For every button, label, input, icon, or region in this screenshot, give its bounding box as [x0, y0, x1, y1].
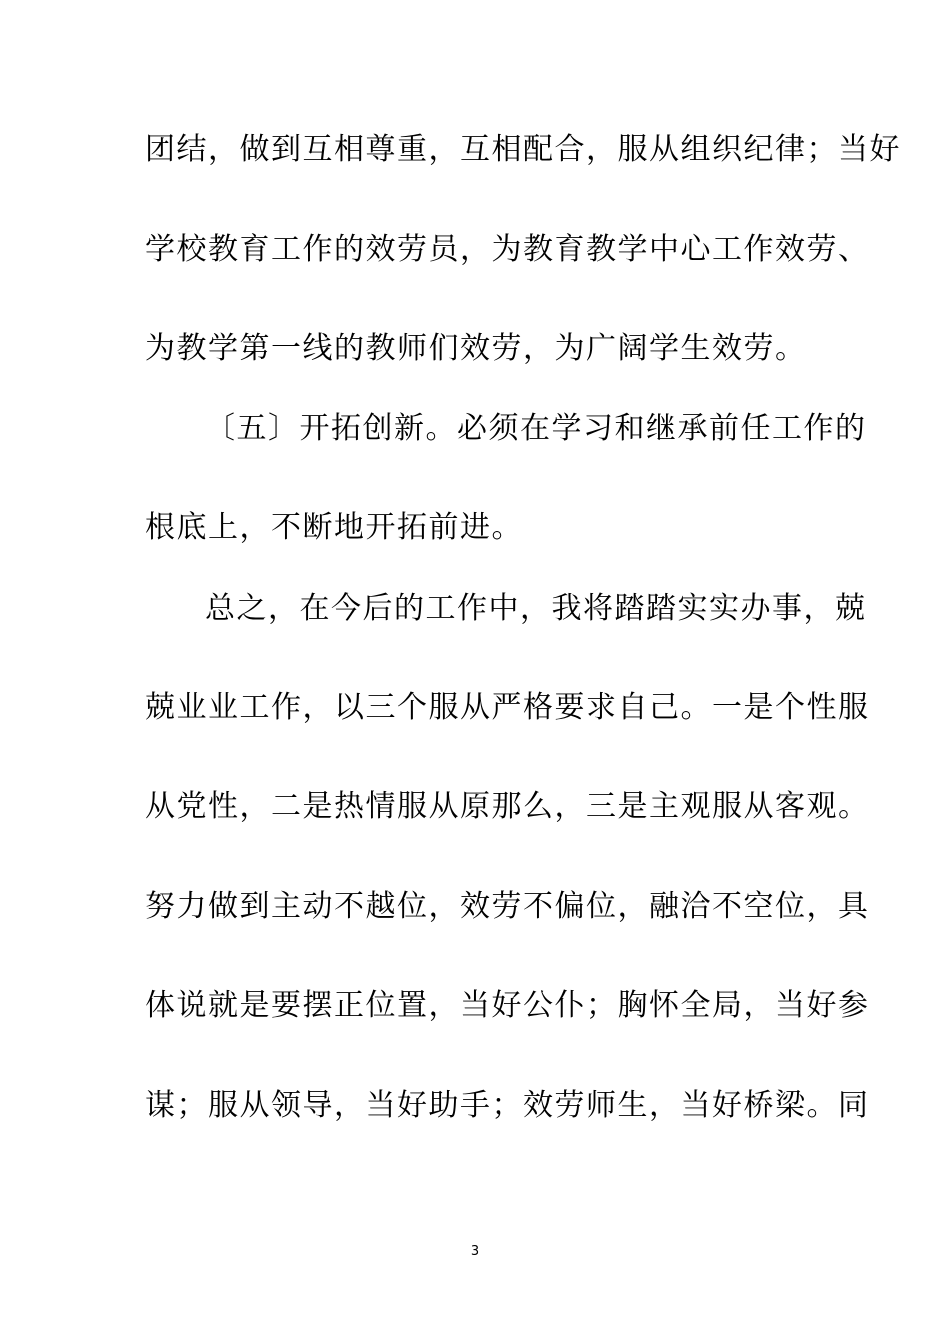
text-line: 学校教育工作的效劳员，为教育教学中心工作效劳、	[145, 232, 870, 267]
text-line: 兢业业工作，以三个服从严格要求自己。一是个性服	[145, 690, 870, 725]
text-line: 根底上，不断地开拓前进。	[145, 510, 523, 545]
paragraph-start-line: 总之，在今后的工作中，我将踏踏实实办事，兢	[205, 591, 867, 626]
text-line: 团结，做到互相尊重，互相配合，服从组织纪律；当好	[145, 132, 901, 167]
text-line: 为教学第一线的教师们效劳，为广阔学生效劳。	[145, 331, 807, 366]
text-line: 努力做到主动不越位，效劳不偏位，融洽不空位，具	[145, 889, 870, 924]
text-line: 谋；服从领导，当好助手；效劳师生，当好桥梁。同	[145, 1088, 870, 1123]
page-number: 3	[470, 1244, 480, 1259]
text-line: 体说就是要摆正位置，当好公仆；胸怀全局，当好参	[145, 988, 870, 1023]
paragraph-start-line: 〔五〕开拓创新。必须在学习和继承前任工作的	[205, 411, 867, 446]
text-line: 从党性，二是热情服从原那么，三是主观服从客观。	[145, 789, 870, 824]
